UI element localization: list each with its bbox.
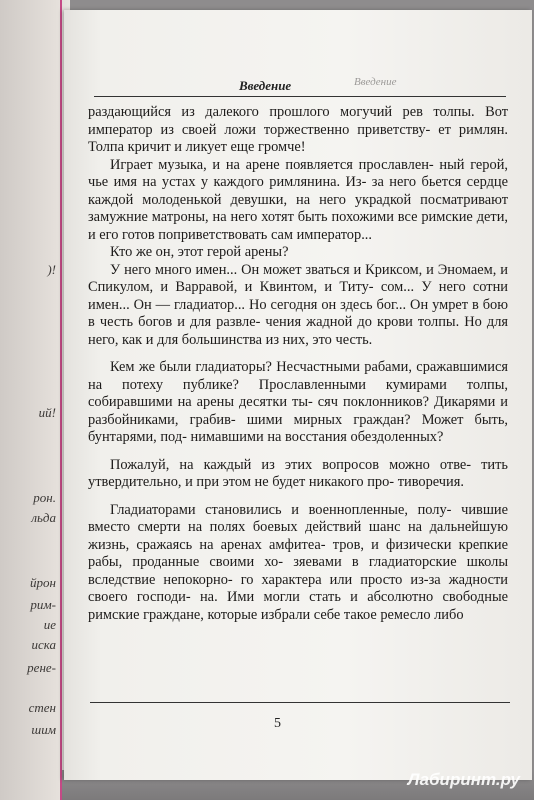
- left-page-fragment: стен: [28, 700, 56, 715]
- paragraph: раздающийся из далекого прошлого могучий рев толпы. Вот император из своей ложи торжественно приветству- ет римлян. Толпа кричит и ликует еще громче!: [88, 104, 508, 155]
- left-page-fragment: ие: [43, 617, 56, 632]
- left-page-fragment: ий!: [38, 405, 56, 420]
- show-through-text: Введение: [354, 76, 397, 88]
- left-page-fragment: )!: [47, 262, 56, 277]
- left-page-fragment: льда: [31, 510, 56, 525]
- paragraph: Кто же он, этот герой арены?: [110, 244, 289, 260]
- page-header-title: Введение: [239, 78, 292, 93]
- page-number: 5: [274, 716, 281, 731]
- body-text: [88, 104, 508, 624]
- paragraph: У него много имен... Он может зваться и Криксом, и Эномаем, и Спикулом, и Варравой, и Квинтом, и Титу- сом... У него сотни имен... Он — гладиатор... Но сегодня он здесь бог... Он умрет в бою в честь богов и для развле- чения жадной до крови толпы. Но для него, как и для большинства из них, это честь.: [88, 261, 508, 348]
- header-rule: [94, 96, 506, 97]
- left-page-fragment: йрон: [30, 575, 56, 590]
- left-page-fragment: шим: [31, 722, 56, 737]
- watermark: Лабиринт.ру: [407, 770, 520, 789]
- book-page: [64, 10, 532, 780]
- paragraph: Гладиаторами становились и военнопленные, полу- чившие вместо смерти на полях боевых действий шанс на дальнейшую жизнь, сражаясь на аренах амфитеа- тров, и физически крепкие рабы, проданные своими хо- зяевами в гладиаторские школы вследствие непокорно- го характера или просто из-за жадности своего господи- на. Ими могли стать и абсолютно свободные римские граждане, которые избрали себе такое ремесло либо: [88, 501, 508, 623]
- paragraph: Пожалуй, на каждый из этих вопросов можно отве- тить утвердительно, и при этом не будет никакого про- тиворечия.: [88, 456, 508, 490]
- left-page-fragment: рон.: [33, 490, 56, 505]
- left-page-fragment: рене-: [27, 660, 56, 675]
- left-page-fragment: рим-: [30, 597, 56, 612]
- footer-rule: [90, 702, 510, 703]
- left-page: [0, 0, 62, 800]
- left-page-fragment: иска: [31, 637, 56, 652]
- paragraph: Кем же были гладиаторы? Несчастными рабами, сражавшимися на потеху публике? Прославленными кумирами толпы, собиравшими на арены десятки ты- сяч поклонников? Дикарями и разбойниками, грабив- шими мирных граждан? Может быть, бунтарями, под- нимавшими на восстания обездоленных?: [88, 359, 508, 445]
- paragraph: Играет музыка, и на арене появляется прославлен- ный герой, чье имя на устах у каждого римлянина. Из- за него бьется сердце каждой молоденькой девушки, на него украдкой посматривают замужние матроны, на него хотят быть похожими все римские дети, и его готов поприветствовать сам император...: [88, 156, 508, 243]
